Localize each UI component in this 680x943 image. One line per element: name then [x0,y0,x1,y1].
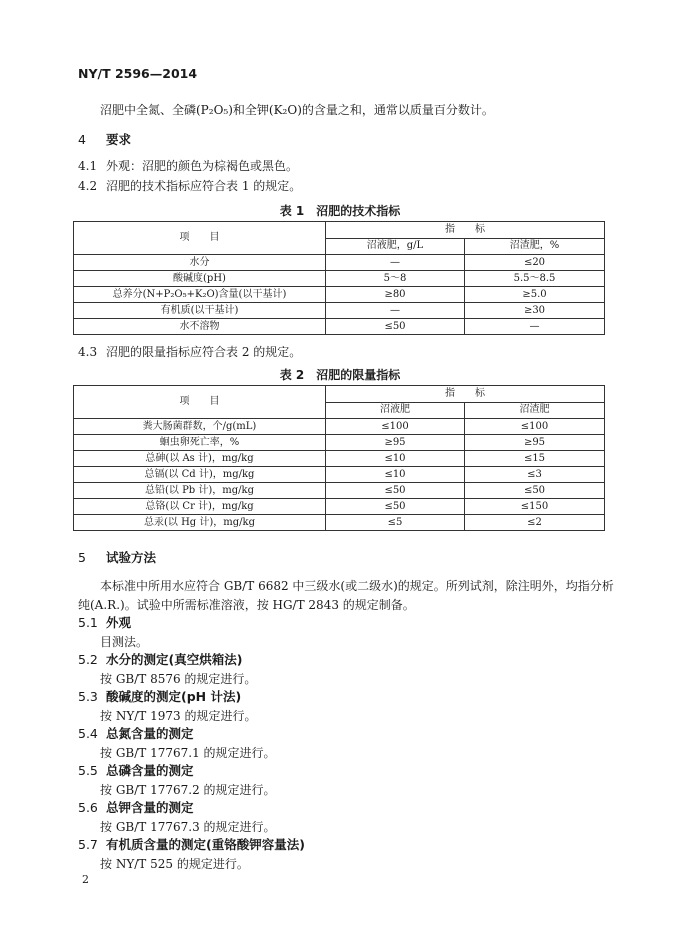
section-5-heading [78,549,156,567]
table-row [74,303,605,319]
table-row [74,319,605,335]
clause-text: 沼肥的限量指标应符合表 2 的规定。 [106,345,302,359]
table-1-title: 表 1 沼肥的技术指标 [279,204,401,218]
clause-title: 总氮含量的测定 [106,726,194,741]
table-header-residue: 沼渣肥，% [465,238,605,255]
row-liquid: — [326,303,465,319]
clause-title: 水分的测定(真空烘箱法) [106,652,243,667]
clause-number: 4.1 [78,159,98,173]
table-row [74,435,605,451]
clause-title: 有机质含量的测定(重铬酸钾容量法) [106,837,305,852]
row-liquid: ≤50 [326,483,465,499]
table-header-liquid: 沼液肥，g/L [326,238,465,255]
clause-text: 外观：沼肥的颜色为棕褐色或黑色。 [106,159,299,173]
table-header-item: 项 目 [74,222,326,255]
clause-5-7-body: 按 NY/T 525 的规定进行。 [100,857,249,871]
row-item: 酸碱度(pH) [74,271,326,287]
clause-text: 沼肥的技术指标应符合表 1 的规定。 [106,179,302,193]
row-liquid: ≤100 [326,419,465,435]
table-row [74,515,605,531]
row-liquid: 5～8 [326,271,465,287]
clause-number: 5.5 [78,763,98,778]
clause-5-3-heading [78,688,241,706]
standard-number-header: NY/T 2596—2014 [78,66,198,81]
section-title: 要求 [106,132,132,147]
table-header-residue: 沼渣肥 [465,402,605,419]
section-title: 试验方法 [106,550,157,565]
section-5-line-1: 本标准中所用水应符合 GB/T 6682 中三级水(或二级水)的规定。所列试剂，除注明外，均指分析 [100,579,614,593]
row-residue: ≥30 [465,303,605,319]
table-1 [73,221,605,335]
table-header-index: 指 标 [326,386,605,403]
clause-title: 总钾含量的测定 [106,800,194,815]
table-row [74,451,605,467]
row-liquid: ≥95 [326,435,465,451]
row-item: 水分 [74,255,326,271]
clause-5-4-heading [78,725,194,743]
clause-4-2 [78,177,301,195]
clause-number: 5.1 [78,615,98,630]
table-row [74,287,605,303]
clause-4-1 [78,157,298,175]
row-item: 有机质(以干基计) [74,303,326,319]
section-number: 5 [78,550,86,565]
row-residue: 5.5～8.5 [465,271,605,287]
row-residue: ≤100 [465,419,605,435]
table-header-liquid: 沼液肥 [326,402,465,419]
clause-5-4-body: 按 GB/T 17767.1 的规定进行。 [100,746,276,760]
row-item: 水不溶物 [74,319,326,335]
row-liquid: ≤10 [326,467,465,483]
clause-5-2-heading [78,651,242,669]
row-liquid: ≤50 [326,319,465,335]
row-liquid: ≤5 [326,515,465,531]
clause-number: 5.3 [78,689,98,704]
clause-5-5-body: 按 GB/T 17767.2 的规定进行。 [100,783,276,797]
clause-5-1-heading [78,614,131,632]
row-residue: ≤15 [465,451,605,467]
row-item: 粪大肠菌群数，个/g(mL) [74,419,326,435]
row-liquid: ≤50 [326,499,465,515]
section-4-heading [78,131,131,149]
clause-number: 5.4 [78,726,98,741]
row-residue: — [465,319,605,335]
table-header-index: 指 标 [326,222,605,239]
row-residue: ≥95 [465,435,605,451]
row-residue: ≤2 [465,515,605,531]
clause-number: 5.7 [78,837,98,852]
clause-5-6-heading [78,799,194,817]
row-item: 蛔虫卵死亡率，% [74,435,326,451]
row-liquid: ≥80 [326,287,465,303]
table-header-item: 项 目 [74,386,326,419]
clause-5-2-body: 按 GB/T 8576 的规定进行。 [100,672,257,686]
row-residue: ≤50 [465,483,605,499]
row-item: 总养分(N+P₂O₅+K₂O)含量(以干基计) [74,287,326,303]
row-item: 总铬(以 Cr 计)，mg/kg [74,499,326,515]
table-row [74,483,605,499]
clause-5-5-heading [78,762,194,780]
table-row [74,467,605,483]
row-item: 总镉(以 Cd 计)，mg/kg [74,467,326,483]
clause-number: 4.3 [78,345,98,359]
table-row [74,499,605,515]
clause-title: 外观 [106,615,132,630]
row-item: 总铅(以 Pb 计)，mg/kg [74,483,326,499]
clause-number: 5.6 [78,800,98,815]
row-residue: ≤20 [465,255,605,271]
clause-title: 酸碱度的测定(pH 计法) [106,689,242,704]
table-row [74,255,605,271]
table-row [74,419,605,435]
table-row [74,271,605,287]
clause-title: 总磷含量的测定 [106,763,194,778]
row-residue: ≤3 [465,467,605,483]
section-5-line-2: 纯(A.R.)。试验中所需标准溶液，按 HG/T 2843 的规定制备。 [78,598,415,612]
intro-paragraph: 沼肥中全氮、全磷(P₂O₅)和全钾(K₂O)的含量之和，通常以质量百分数计。 [100,103,494,117]
row-residue: ≥5.0 [465,287,605,303]
clause-4-3 [78,343,301,361]
row-liquid: — [326,255,465,271]
clause-number: 4.2 [78,179,98,193]
table-2-title: 表 2 沼肥的限量指标 [279,368,401,382]
page-number: 2 [82,873,89,886]
row-item: 总汞(以 Hg 计)，mg/kg [74,515,326,531]
clause-number: 5.2 [78,652,98,667]
clause-5-7-heading [78,836,305,854]
clause-5-3-body: 按 NY/T 1973 的规定进行。 [100,709,257,723]
row-residue: ≤150 [465,499,605,515]
section-number: 4 [78,132,86,147]
table-2 [73,385,605,531]
clause-5-6-body: 按 GB/T 17767.3 的规定进行。 [100,820,276,834]
row-liquid: ≤10 [326,451,465,467]
row-item: 总砷(以 As 计)，mg/kg [74,451,326,467]
clause-5-1-body: 目测法。 [100,635,149,649]
